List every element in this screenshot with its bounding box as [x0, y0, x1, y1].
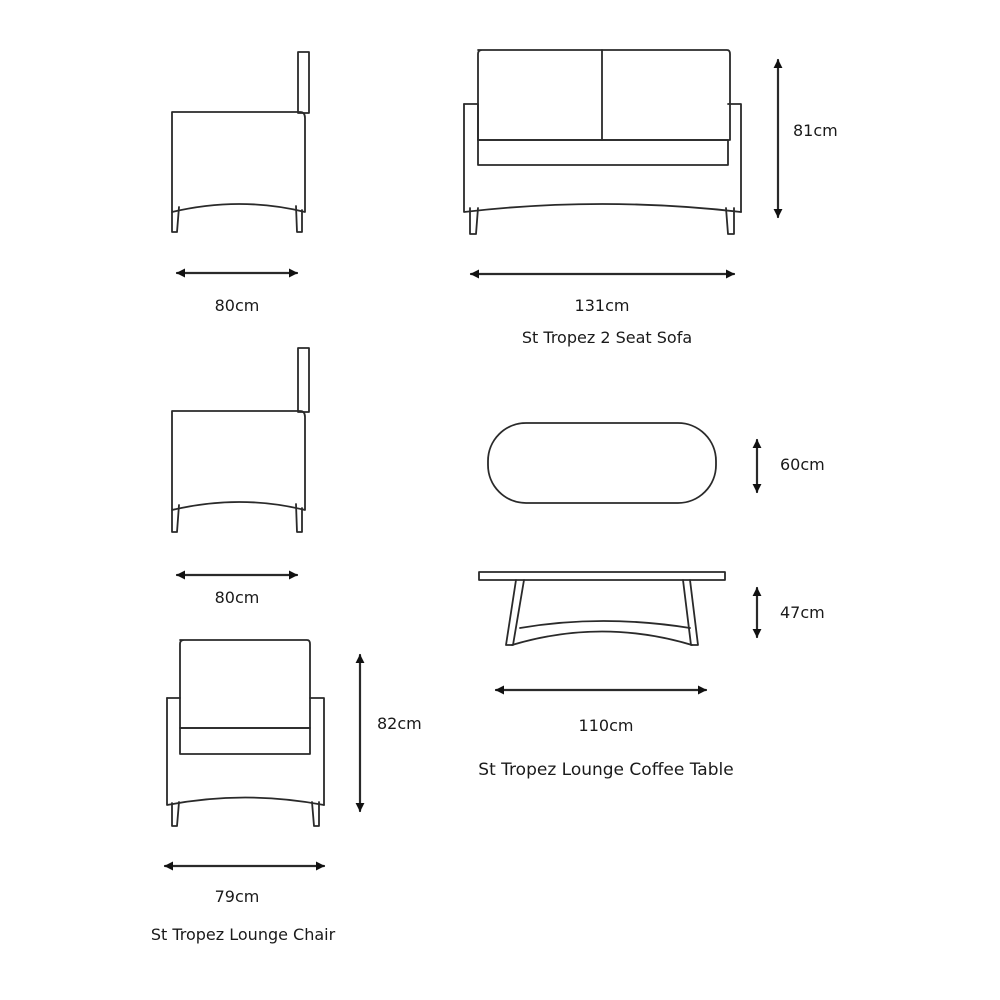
table-width-label: 110cm	[578, 716, 634, 735]
coffee-table-side-view	[479, 572, 725, 645]
chair-side-view-top	[172, 52, 309, 232]
sofa-height-label: 81cm	[793, 121, 838, 140]
lounge-chair-front-view	[167, 640, 324, 826]
sofa-width-label: 131cm	[574, 296, 630, 315]
table-height-label: 47cm	[780, 603, 825, 622]
table-caption: St Tropez Lounge Coffee Table	[478, 760, 734, 780]
dimension-arrows	[165, 60, 778, 866]
chair-front-width-label: 79cm	[214, 887, 260, 906]
chair-front-height-label: 82cm	[377, 714, 422, 733]
table-depth-label: 60cm	[780, 455, 825, 474]
coffee-table-top-view	[488, 423, 716, 503]
sofa-caption: St Tropez 2 Seat Sofa	[521, 328, 693, 347]
chair-side-mid-width-label: 80cm	[214, 588, 260, 607]
sofa-front-view	[464, 50, 741, 234]
chair-caption: St Tropez Lounge Chair	[150, 925, 336, 944]
chair-side-top-width-label: 80cm	[214, 296, 260, 315]
chair-side-view-middle	[172, 348, 309, 532]
